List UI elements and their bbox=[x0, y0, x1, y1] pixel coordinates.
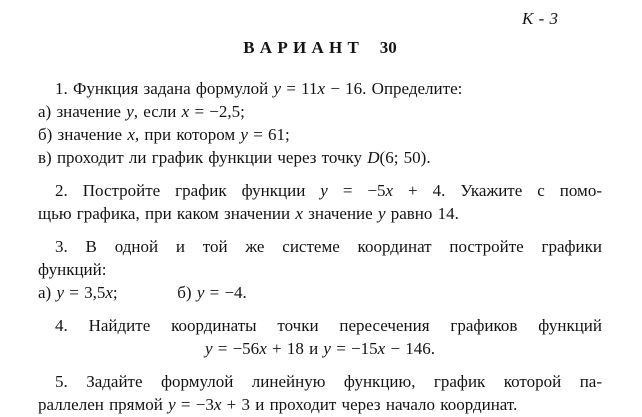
problem-1-item-a: а) значение y, если x = −2,5; bbox=[38, 102, 245, 121]
problem-3-statement-line-1: 3. В одной и той же системе координат постройте графики bbox=[55, 237, 602, 256]
variant-title: В А Р И А Н Т 30 bbox=[243, 38, 397, 57]
problem-4-statement: 4. Найдите координаты точки пересечения графиков функций bbox=[55, 316, 602, 335]
problem-4 bbox=[38, 314, 602, 360]
problem-1 bbox=[38, 77, 602, 169]
problem-5-statement-line-1: 5. Задайте формулой линейную функцию, график которой па- bbox=[55, 372, 602, 391]
problem-2-statement-line-1: 2. Постройте график функции y = −5x + 4. Укажите с помо- bbox=[55, 181, 602, 200]
problem-3-item-b: б) y = −4. bbox=[177, 283, 247, 302]
problem-5-statement-line-2: раллелен прямой y = −3x + 3 и проходит через начало координат. bbox=[38, 395, 518, 414]
problem-1-item-b: б) значение x, при котором y = 61; bbox=[38, 125, 290, 144]
problem-3-items bbox=[38, 281, 602, 304]
problem-1-item-v: в) проходит ли график функции через точку D(6; 50). bbox=[38, 148, 431, 167]
problem-3 bbox=[38, 235, 602, 304]
problem-3-statement-line-2: функций: bbox=[38, 260, 107, 279]
problem-5 bbox=[38, 370, 602, 416]
problem-4-formula: y = −56x + 18 и y = −15x − 146. bbox=[204, 339, 436, 358]
problem-2 bbox=[38, 179, 602, 225]
problem-3-item-a: а) y = 3,5x; bbox=[38, 283, 118, 302]
problem-2-statement-line-2: щью графика, при каком значении x значение y равно 14. bbox=[38, 204, 459, 223]
code-label: К - 3 bbox=[522, 9, 558, 28]
problem-1-statement: 1. Функция задана формулой y = 11x − 16. Определите: bbox=[55, 79, 463, 98]
